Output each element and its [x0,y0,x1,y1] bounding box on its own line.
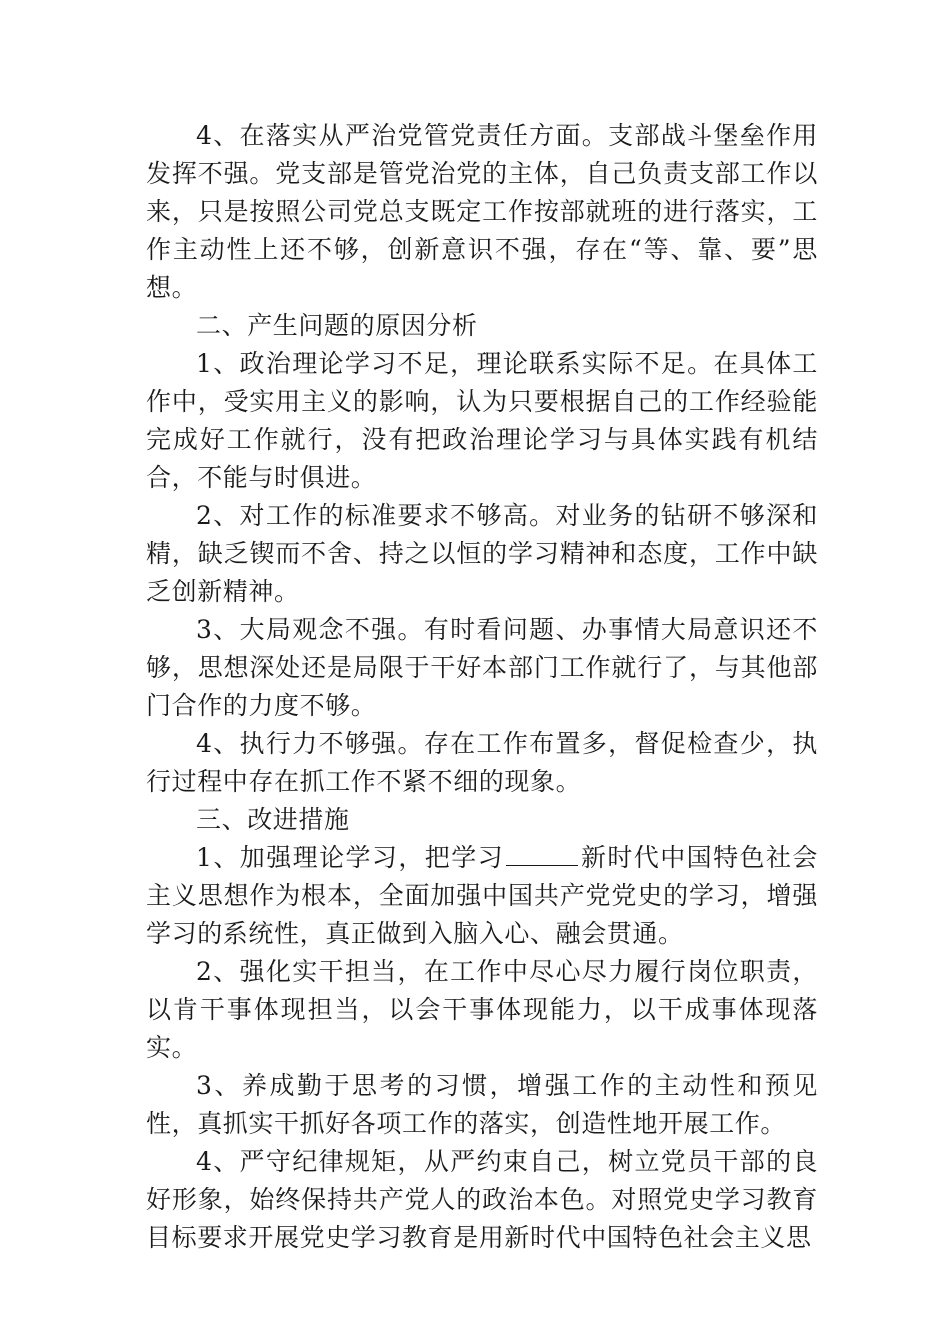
paragraph-execution: 4、执行力不够强。存在工作布置多，督促检查少，执行过程中存在抓工作不紧不细的现象。 [146,729,818,796]
paragraph-strengthen-study [146,839,818,953]
paragraph-practical-action: 2、强化实干担当，在工作中尽心尽力履行岗位职责，以肯干事体现担当，以会干事体现能力，以干成事体现落实。 [146,957,818,1062]
paragraph-work-standards: 2、对工作的标准要求不够高。对业务的钻研不够深和精，缺乏锲而不舍、持之以恒的学习精神和态度，工作中缺乏创新精神。 [146,501,818,606]
section-heading-cause-analysis: 二、产生问题的原因分析 [196,311,478,340]
document-page [146,117,818,1257]
fill-in-blank [506,841,578,866]
paragraph-thinking-habit: 3、养成勤于思考的习惯，增强工作的主动性和预见性，真抓实干抓好各项工作的落实，创造性地开展工作。 [146,1071,818,1138]
paragraph-strengthen-study-part1: 1、加强理论学习，把学习 [196,843,505,872]
section-heading-improvement-measures: 三、改进措施 [196,805,350,834]
paragraph-party-responsibility: 4、在落实从严治党管党责任方面。支部战斗堡垒作用发挥不强。党支部是管党治党的主体，自己负责支部工作以来，只是按照公司党总支既定工作按部就班的进行落实，工作主动性上还不够，创新意识不强，存在“等、靠、要”思想。 [146,121,818,302]
paragraph-discipline: 4、严守纪律规矩，从严约束自己，树立党员干部的良好形象，始终保持共产党人的政治本色。对照党史学习教育目标要求开展党史学习教育是用新时代中国特色社会主义思 [146,1147,818,1252]
paragraph-overall-view: 3、大局观念不强。有时看问题、办事情大局意识还不够，思想深处还是局限于干好本部门工作就行了，与其他部门合作的力度不够。 [146,615,818,720]
paragraph-strengthen-study-part2: 新时代中国特色社会主义思想作为根本，全面加强中国共产党党史的学习，增强学习的系统性，真正做到入脑入心、融会贯通。 [146,843,819,948]
paragraph-theory-study: 1、政治理论学习不足，理论联系实际不足。在具体工作中，受实用主义的影响，认为只要根据自己的工作经验能完成好工作就行，没有把政治理论学习与具体实践有机结合，不能与时俱进。 [146,349,818,492]
